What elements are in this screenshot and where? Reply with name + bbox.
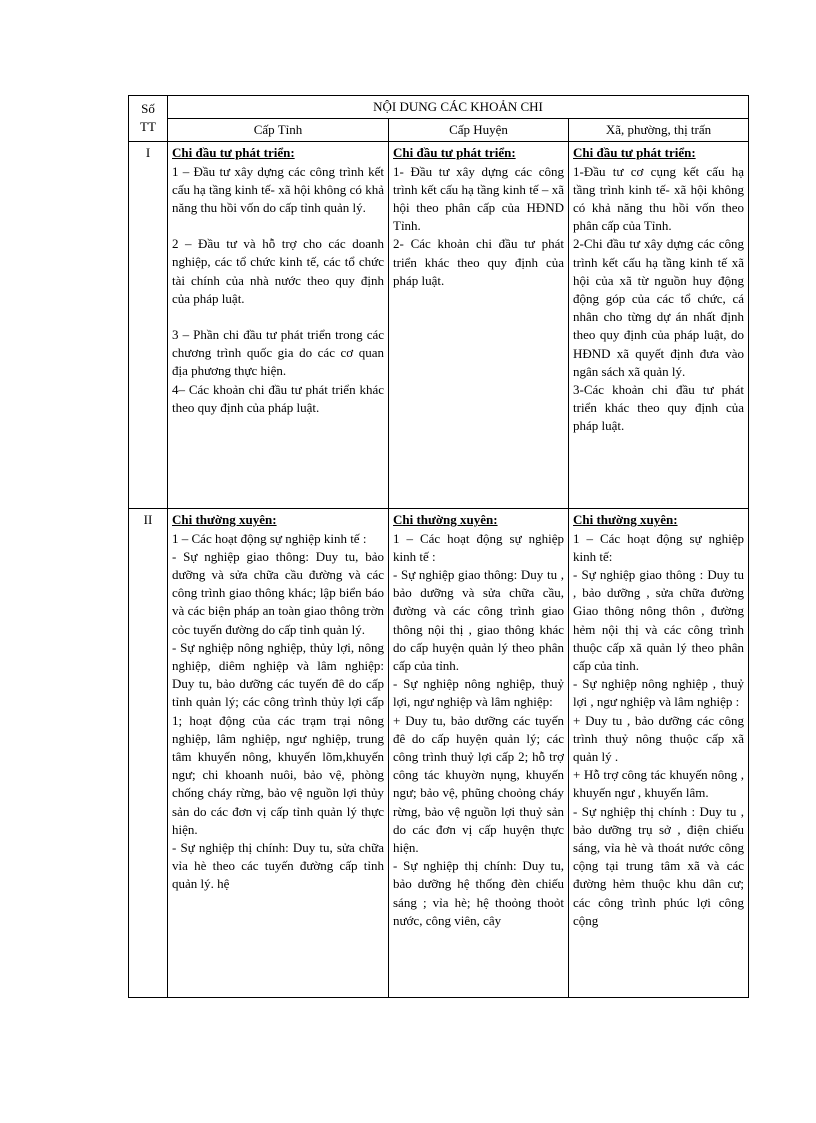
paragraph: - Sự nghiệp giao thông : Duy tu , bảo dưỡng , sửa chữa đường Giao thông nông thôn , đường hẻm nội thị và các công trình thuộc cấp xã quản lý theo phân cấp của tỉnh.	[573, 567, 745, 674]
province-cell	[168, 509, 389, 998]
row-number: II	[129, 509, 168, 998]
paragraph: 1 – Đầu tư xây dựng các công trình kết cấu hạ tầng kinh tế- xã hội không có khả năng thu hồi vốn do cấp tỉnh quản lý.	[172, 163, 384, 216]
paragraph: + Duy tu , bảo dưỡng các công trình thuỷ nông thuộc cấp xã quản lý .	[573, 712, 745, 765]
paragraph: - Sự nghiệp thị chính : Duy tu , bảo dưỡng trụ sở , điện chiếu sáng, vỉa hè và thoát nước công cộng tại trung tâm xã và các đường hẻm thuộc khu dân cư; các công trình phúc lợi công cộng	[573, 803, 745, 928]
section-title: Chi thường xuyên:	[172, 512, 277, 528]
paragraph: - Sự nghiệp thị chính: Duy tu, sửa chữa vỉa hè theo các tuyến đường cấp tỉnh quản lý. hệ	[172, 840, 384, 892]
paragraph: 1-Đầu tư cơ cụng kết cấu hạ tầng trình kinh tế- xã hội không có khả năng thu hồi vốn theo phân cấp của Tỉnh.	[573, 163, 745, 234]
no-header: Số TT	[129, 96, 168, 142]
paragraph: - Sự nghiệp nông nghiệp, thuỷ lợi, ngư nghiệp và lâm nghiệp:	[393, 676, 564, 710]
section-title: Chi đầu tư phát triển:	[172, 145, 295, 161]
paragraph: - Sự nghiệp nông nghiệp , thuỷ lợi , ngư nghiệp và lâm nghiệp :	[573, 676, 745, 710]
col-district: Cấp Huyện	[389, 119, 569, 142]
paragraph: 1 – Các hoạt động sự nghiệp kinh tế :	[172, 530, 367, 546]
col-commune: Xã, phường, thị trấn	[569, 119, 749, 142]
row-investment	[129, 142, 749, 509]
district-cell	[389, 142, 569, 509]
paragraph: + Duy tu, bảo dưỡng các tuyến đê do cấp huyện quản lý; các công trình thuỷ lợi cấp 2; hỗ trợ công tác khuyờn nụng, khuyến ngư; bảo vệ, phũng choỏng cháy rừng, bảo vệ nguồn lợi thuỷ sản do các đơn vị cấp huyện thực hiện.	[393, 712, 564, 856]
commune-cell	[569, 142, 749, 509]
paragraph: 2- Các khoản chi đầu tư phát triển khác theo quy định của pháp luật.	[393, 236, 564, 288]
subheader-row	[129, 119, 749, 142]
col-province: Cấp Tỉnh	[168, 119, 389, 142]
paragraph: 1 – Các hoạt động sự nghiệp kinh tế :	[393, 530, 564, 564]
paragraph: - Sự nghiệp thị chính: Duy tu, bảo dưỡng hệ thống đèn chiếu sáng ; vỉa hè; hệ thoỏng thoỏt nước, công viên, cây	[393, 858, 564, 928]
expenditure-table	[128, 95, 749, 998]
row-number: I	[129, 142, 168, 509]
paragraph: + Hỗ trợ công tác khuyến nông , khuyến ngư , khuyến lâm.	[573, 767, 745, 801]
paragraph: 1- Đầu tư xây dựng các công trình kết cấu hạ tầng kinh tế – xã hội theo phân cấp của HĐND Tỉnh.	[393, 163, 564, 234]
content-title: NỘI DUNG CÁC KHOẢN CHI	[168, 96, 749, 119]
paragraph: 3-Các khoản chi đầu tư phát triển khác theo quy định của pháp luật.	[573, 382, 745, 434]
province-cell	[168, 142, 389, 509]
paragraph: - Sự nghiệp giao thông: Duy tu, bảo dưỡng và sửa chữa cầu đường và các công trình giao thông khác; lập biển báo và các biện pháp an toàn giao thông trờn cỏc tuyến đường do cấp tỉnh quản lý.	[172, 548, 384, 637]
paragraph: 3 – Phần chi đầu tư phát triển trong các chương trình quốc gia do các cơ quan địa phương thực hiện.	[172, 327, 384, 379]
district-cell	[389, 509, 569, 998]
paragraph: 1 – Các hoạt động sự nghiệp kinh tế:	[573, 530, 745, 564]
paragraph: - Sự nghiệp nông nghiệp, thủy lợi, nông nghiệp, diêm nghiệp và lâm nghiệp: Duy tu, bảo dưỡng các tuyến đê do cấp tỉnh quản lý; các công trình thủy lợi cấp 1; hoạt động của các trạm trại nông nghiệp, lâm nghiệp, ngư nghiệp, trung tâm khuyến nông, khuyến lõm,khuyến ngư; chi khoanh nuôi, bảo vệ, phòng chống cháy rừng, bảo vệ nguồn lợi thủy sản do các đơn vị cấp tỉnh quản lý thực hiện.	[172, 639, 384, 837]
section-title: Chi thường xuyên:	[573, 512, 678, 528]
paragraph: 2-Chi đầu tư xây dựng các công trình kết cấu hạ tầng kinh tế xã hội của xã từ nguồn huy động động góp của các tổ chức, cá nhân cho từng dự án nhất định theo quy định của pháp luật, do HĐND xã quyết định đưa vào ngân sách xã quản lý.	[573, 236, 745, 379]
section-title: Chi đầu tư phát triển:	[393, 145, 516, 161]
header-row	[129, 96, 749, 119]
paragraph: 2 – Đầu tư và hỗ trợ cho các doanh nghiệp, các tổ chức kinh tế, các tổ chức tài chính của nhà nước theo quy định của pháp luật.	[172, 236, 384, 306]
section-title: Chi đầu tư phát triển:	[573, 145, 696, 161]
commune-cell	[569, 509, 749, 998]
section-title: Chi thường xuyên:	[393, 512, 498, 528]
paragraph: - Sự nghiệp giao thông: Duy tu , bảo dưỡng và sửa chữa cầu, đường và các công trình giao thông nội thị , giao thông khác do cấp huyện quản lý theo phân cấp của tỉnh.	[393, 567, 564, 674]
row-recurrent	[129, 509, 749, 998]
paragraph: 4– Các khoản chi đầu tư phát triển khác theo quy định của pháp luật.	[172, 381, 384, 415]
